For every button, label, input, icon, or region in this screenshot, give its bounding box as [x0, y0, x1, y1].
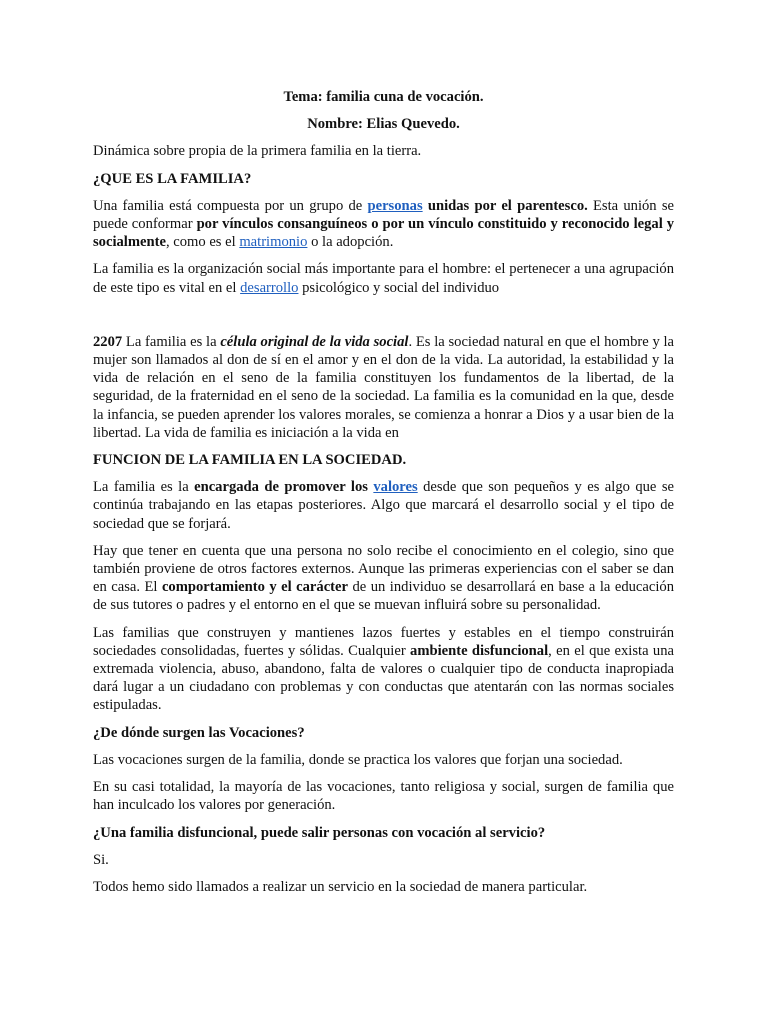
text-span: . Es la sociedad natural en que el hombre y la mujer son llamados al don de sí en el amor y en el don de la vida. La autoridad, la estabilidad y la vida de relación en el seno de la familia constituyen los fundamentos de la libertad, de la seguridad, de la fraternidad en el seno de la sociedad. La familia es la comunidad en la que, desde la infancia, se pueden aprender los valores morales, se comienza a honrar a Dios y a usar bien de la libertad. La vida de familia es iniciación a la vida en — [93, 333, 675, 441]
link-personas[interactable]: personas — [367, 197, 423, 214]
paragraph-comportamiento — [93, 542, 674, 615]
heading-funcion-familia: FUNCION DE LA FAMILIA EN LA SOCIEDAD. — [93, 452, 407, 469]
link-desarrollo[interactable]: desarrollo — [240, 279, 299, 296]
paragraph-ambiente-disfuncional — [93, 624, 674, 715]
heading-familia-disfuncional: ¿Una familia disfuncional, puede salir personas con vocación al servicio? — [93, 824, 546, 841]
paragraph-promover-valores — [93, 478, 674, 533]
text-span: de un individuo se desarrollará en base a la educación de sus tutores o padres y el entorno en el que se muevan influirá sobre su personalidad. — [93, 579, 674, 614]
text-span: o la adopción. — [307, 234, 394, 251]
paragraph-spacer — [93, 306, 674, 333]
bold-span: por vínculos consanguíneos o por un vínculo constituido y reconocido legal y socialmente — [93, 216, 675, 251]
paragraph-definicion-familia — [93, 197, 674, 252]
document-author: Nombre: Elias Quevedo. — [307, 116, 460, 133]
text-span: desde que son pequeños y es algo que se continúa trabajando en las etapas posteriores. Algo que marcará el desarrollo social y el tipo de sociedad que se forjará. — [93, 479, 674, 532]
bold-span: encargada de promover los — [194, 479, 374, 496]
bold-span: ambiente disfuncional — [410, 642, 549, 659]
paragraph-number: 2207 — [93, 333, 123, 350]
emphasis-span: célula original de la vida social — [220, 333, 409, 350]
heading-que-es-la-familia: ¿QUE ES LA FAMILIA? — [93, 170, 252, 187]
bold-span: unidas por el parentesco. — [422, 197, 588, 214]
text-span: Esta unión se puede conformar — [93, 197, 674, 233]
bold-span: comportamiento y el carácter — [161, 579, 348, 596]
text-span: Hay que tener en cuenta que una persona no solo recibe el conocimiento en el colegio, sino que también proviene de otros factores externos. Aunque las primeras experiencias con el saber se dan en casa. El — [93, 542, 674, 596]
text-span: psicológico y social del individuo — [298, 279, 500, 296]
text-span: , en el que exista una extremada violencia, abuso, abandono, falta de valores o cualquier tipo de conducta inapropiada dará lugar a un ciudadano con problemas y con conductas que atentarán con las normas sociales estipuladas. — [93, 642, 674, 714]
text-span: , como es el — [165, 234, 240, 251]
text-span: Las familias que construyen y mantienes lazos fuertes y estables en el tiempo construirán sociedades consolidadas, fuertes y sólidas. Cualquier — [93, 624, 674, 659]
paragraph-respuesta-si: Si. — [93, 851, 109, 868]
paragraph-servicio: Todos hemo sido llamados a realizar un servicio en la sociedad de manera particular. — [93, 878, 588, 895]
link-valores[interactable]: valores — [373, 479, 418, 496]
paragraph-vocaciones-familia: Las vocaciones surgen de la familia, donde se practica los valores que forjan una sociedad. — [93, 751, 623, 768]
intro-paragraph: Dinámica sobre propia de la primera familia en la tierra. — [93, 143, 422, 160]
link-matrimonio[interactable]: matrimonio — [239, 234, 308, 251]
text-span: La familia es la — [93, 479, 195, 496]
heading-origen-vocaciones: ¿De dónde surgen las Vocaciones? — [93, 724, 305, 741]
paragraph-totalidad-vocaciones: En su casi totalidad, la mayoría de las vocaciones, tanto religiosa y social, surgen de familia que han inculcado los valores por generación. — [93, 779, 674, 814]
text-span: La familia es la organización social más importante para el hombre: el pertenecer a una agrupación de este tipo es vital en el — [93, 261, 674, 296]
document-page — [93, 88, 674, 905]
paragraph-organizacion-social — [93, 260, 674, 296]
document-title: Tema: familia cuna de vocación. — [283, 89, 484, 105]
text-span: La familia es la — [122, 333, 221, 350]
text-span: Una familia está compuesta por un grupo de — [93, 197, 368, 214]
paragraph-catecismo-2207 — [93, 333, 674, 442]
